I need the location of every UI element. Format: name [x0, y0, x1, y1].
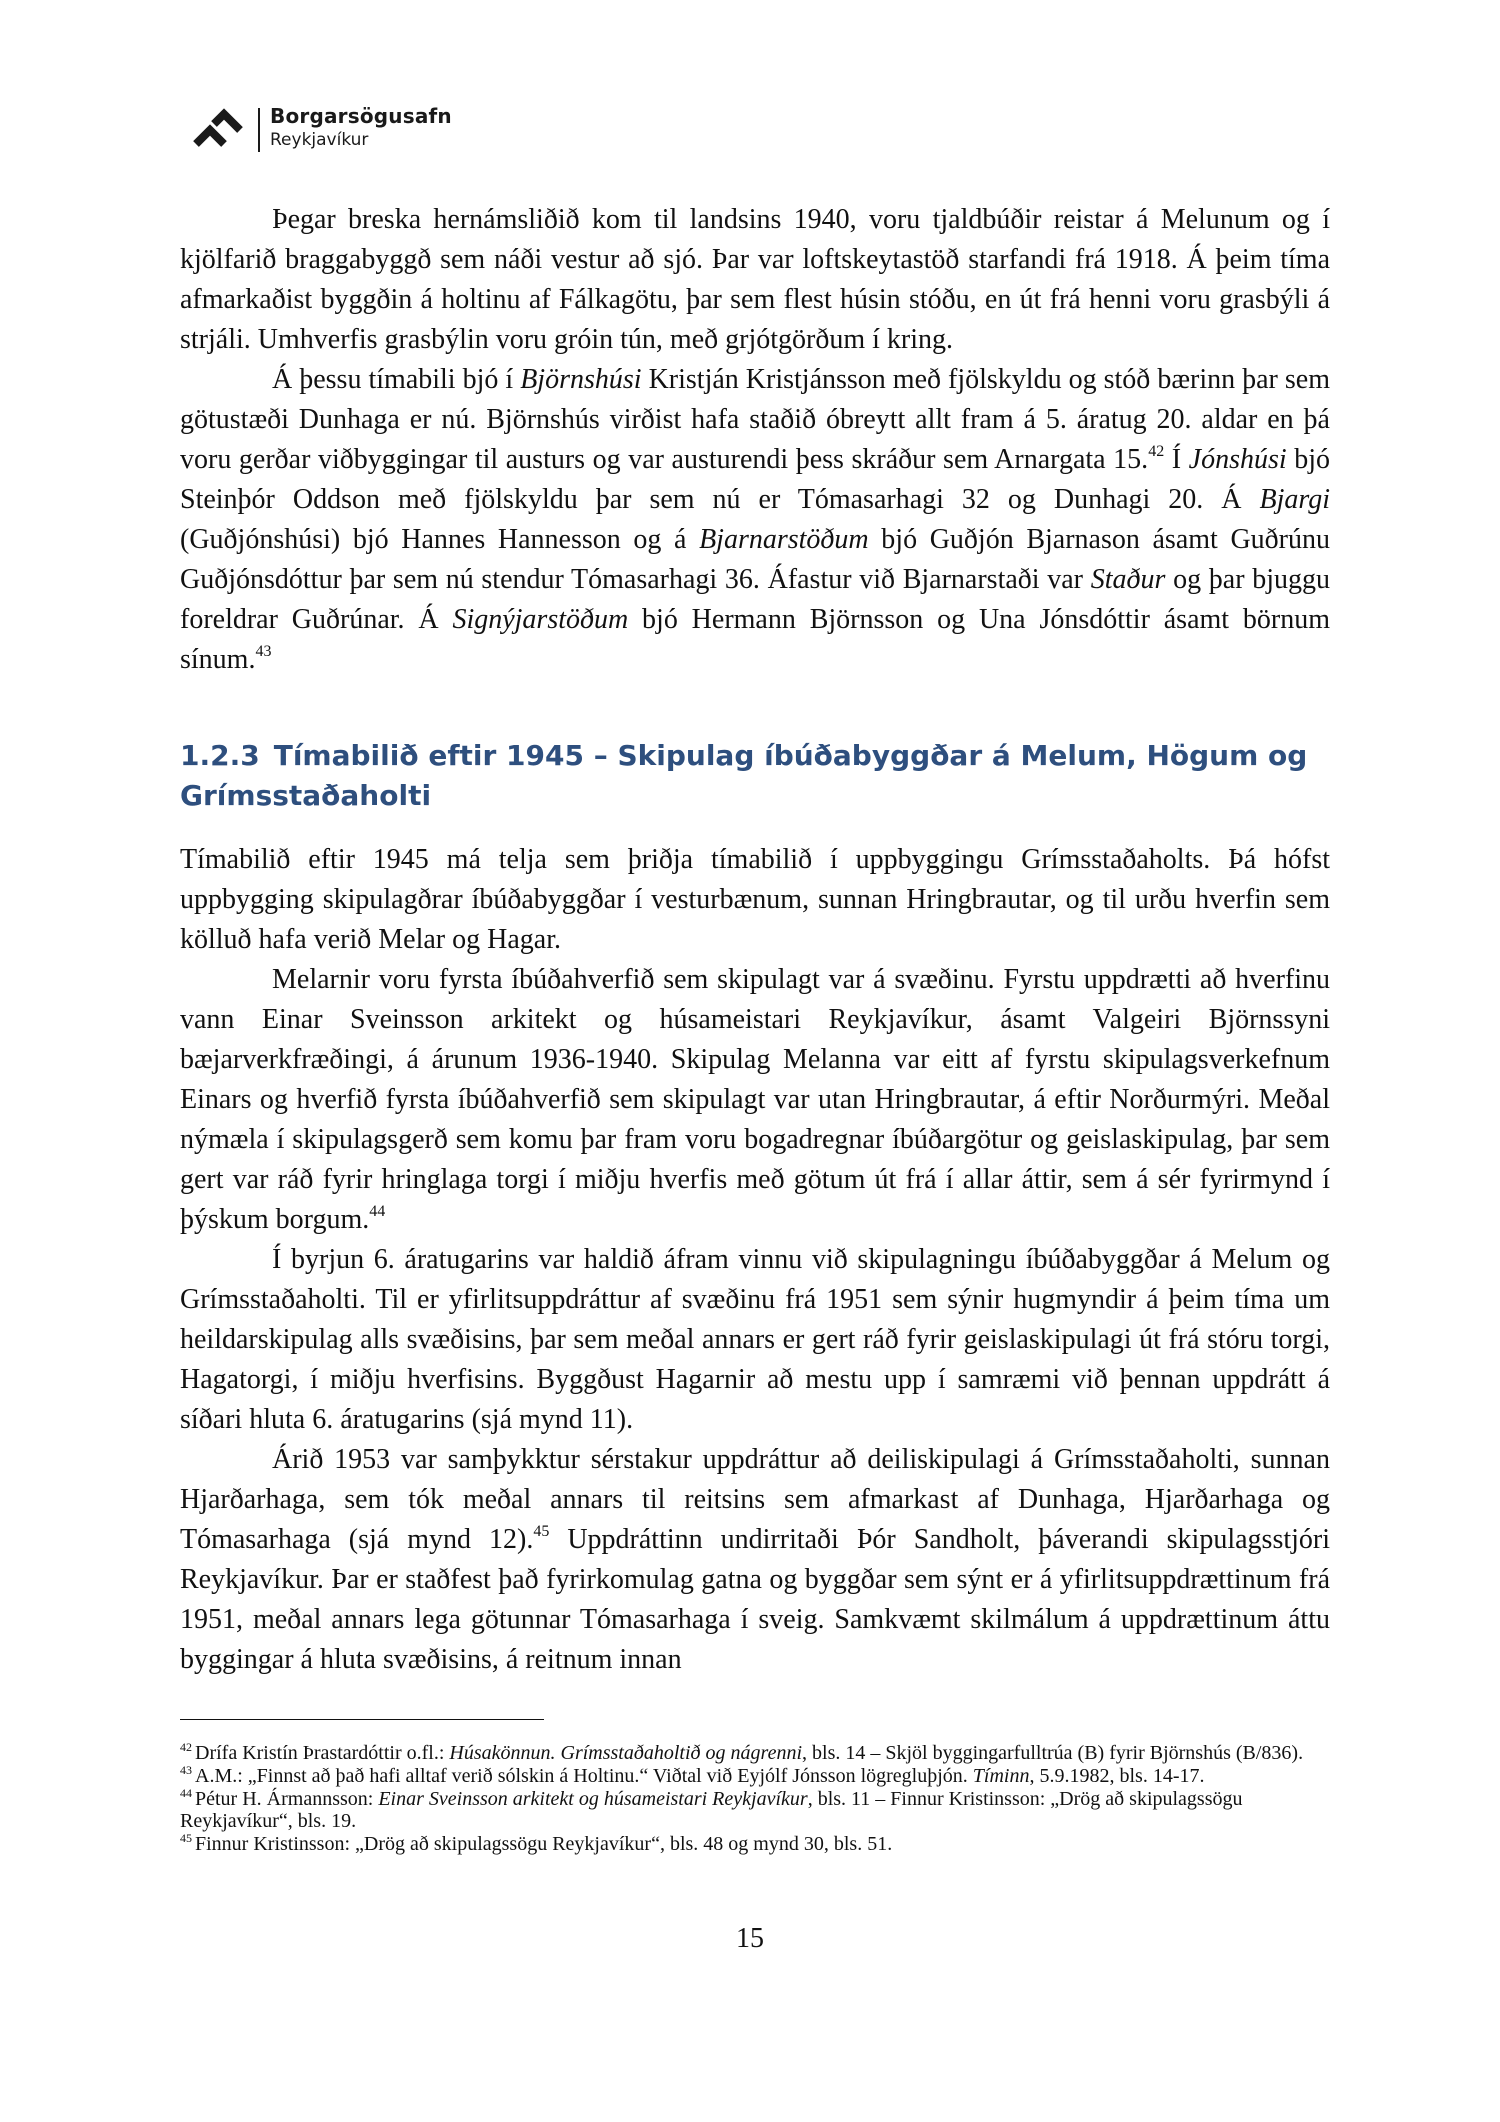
- page-number: 15: [736, 1923, 764, 1954]
- footnote: $^{43}$ A.M.: „Finnst að það hafi alltaf verið sólskin á Holtinu.“ Viðtal við Eyjólf Jónsson lögregluþjón. Tíminn, 5.9.1982, bls. 14-17.: [180, 1763, 1205, 1787]
- footnote-separator: [180, 1719, 544, 1720]
- section-title: Tímabilið eftir 1945 – Skipulag íbúðabyggðar á Melum, Högum og Grímsstaðaholti: [180, 739, 1308, 812]
- logo-city: Reykjavíkur: [270, 130, 369, 150]
- logo-divider: [258, 108, 260, 152]
- section-intro-text: [180, 200, 1330, 680]
- footnote-ref: 42: [1148, 443, 1165, 460]
- section-heading: [180, 736, 1330, 816]
- footnote-ref: 45: [533, 1523, 550, 1540]
- paragraph: Tímabilið eftir 1945 má telja sem þriðja tímabilið í uppbyggingu Grímsstaðaholts. Þá hófst uppbygging skipulagðrar íbúðabyggðar í vesturbænum, sunnan Hringbrautar, og til urðu hverfin sem kölluð hafa verið Melar og Hagar.: [180, 844, 1330, 955]
- footnote-ref: 44: [369, 1203, 386, 1220]
- footnote-ref: 43: [255, 643, 272, 660]
- chevron-mark-icon: [192, 106, 244, 150]
- paragraph: Árið 1953 var samþykktur sérstakur uppdráttur að deiliskipulagi á Grímsstaðaholti, sunnan Hjarðarhaga, sem tók meðal annars til reitsins sem afmarkast af Dunhaga, Hjarðarhaga og Tómasarhaga (sjá mynd 12).$^{45}$ Uppdráttinn undirritaði Þór Sandholt, þáverandi skipulagsstjóri Reykjavíkur. Þar er staðfest það fyrirkomulag gatna og byggðar sem sýnt er á yfirlitsuppdrættinum frá 1951, meðal annars lega götunnar Tómasarhaga í sveig. Samkvæmt skilmálum á uppdrættinum áttu byggingar á hluta svæðisins, á reitnum innan: [180, 1444, 1330, 1675]
- paragraph: Melarnir voru fyrsta íbúðahverfið sem skipulagt var á svæðinu. Fyrstu uppdrætti að hverfinu vann Einar Sveinsson arkitekt og húsameistari Reykjavíkur, ásamt Valgeiri Björnssyni bæjarverkfræðingi, á árunum 1936-1940. Skipulag Melanna var eitt af fyrstu skipulagsverkefnum Einars og hverfið fyrsta íbúðahverfið sem skipulagt var utan Hringbrautar, á eftir Norðurmýri. Meðal nýmæla í skipulagsgerð sem komu þar fram voru bogadregnar íbúðargötur og geislaskipulag, þar sem gert var ráð fyrir hringlaga torgi í miðju hverfis með götum út frá í allar áttir, sem á sér fyrirmynd í þýskum borgum.$^{44}$: [180, 964, 1330, 1235]
- paragraph: Á þessu tímabili bjó í Björnshúsi Kristján Kristjánsson með fjölskyldu og stóð bærinn þar sem götustæði Dunhaga er nú. Björnshús virðist hafa staðið óbreytt allt fram á 5. áratug 20. aldar en þá voru gerðar viðbyggingar til austurs og var austurendi þess skráður sem Arnargata 15.42 Í Jónshúsi bjó Steinþór Oddson með fjölskyldu þar sem nú er Tómasarhagi 32 og Dunhagi 20. Á Bjargi (Guðjónshúsi) bjó Hannes Hannesson og á Bjarnarstöðum bjó Guðjón Bjarnason ásamt Guðrúnu Guðjónsdóttur þar sem nú stendur Tómasarhagi 36. Áfastur við Bjarnarstaði var Staður og þar bjuggu foreldrar Guðrúnar. Á Signýjarstöðum bjó Hermann Björnsson og Una Jónsdóttir ásamt börnum sínum.$^{43}$: [180, 364, 1331, 675]
- section-body-text: [180, 840, 1330, 1680]
- section-number: 1.2.3: [180, 739, 260, 772]
- paragraph: Í byrjun 6. áratugarins var haldið áfram vinnu við skipulagningu íbúðabyggðar á Melum og Grímsstaðaholti. Til er yfirlitsuppdráttur af svæðinu frá 1951 sem sýnir hugmyndir á þeim tíma um heildarskipulag alls svæðisins, þar sem meðal annars er gert ráð fyrir geislaskipulagi út frá stóru torgi, Hagatorgi, í miðju hverfisins. Byggðust Hagarnir að mestu upp í samræmi við þennan uppdrátt á síðari hluta 6. áratugarins (sjá mynd 11).: [180, 1244, 1330, 1435]
- logo-name: Borgarsögusafn: [270, 104, 452, 128]
- footnote: $^{42}$ Drífa Kristín Þrastardóttir o.fl.: Húsakönnun. Grímsstaðaholtið og nágrenni, bls. 14 – Skjöl byggingarfulltrúa (B) fyrir Björnshús (B/836).: [180, 1740, 1304, 1764]
- footnote: $^{44}$ Pétur H. Ármannsson: Einar Sveinsson arkitekt og húsameistari Reykjavíkur, bls. 11 – Finnur Kristinsson: „Drög að skipulagssögu Reykjavíkur“, bls. 19.: [180, 1786, 1243, 1832]
- footnote: $^{45}$ Finnur Kristinsson: „Drög að skipulagssögu Reykjavíkur“, bls. 48 og mynd 30, bls. 51.: [180, 1831, 893, 1855]
- footnotes: [180, 1742, 1330, 1856]
- paragraph: Þegar breska hernámsliðið kom til landsins 1940, voru tjaldbúðir reistar á Melunum og í kjölfarið braggabyggð sem náði vestur að sjó. Þar var loftskeytastöð starfandi frá 1918. Á þeim tíma afmarkaðist byggðin á holtinu af Fálkagötu, þar sem flest húsin stóðu, en út frá henni voru grasbýli á strjáli. Umhverfis grasbýlin voru gróin tún, með grjótgörðum í kring.: [180, 204, 1330, 355]
